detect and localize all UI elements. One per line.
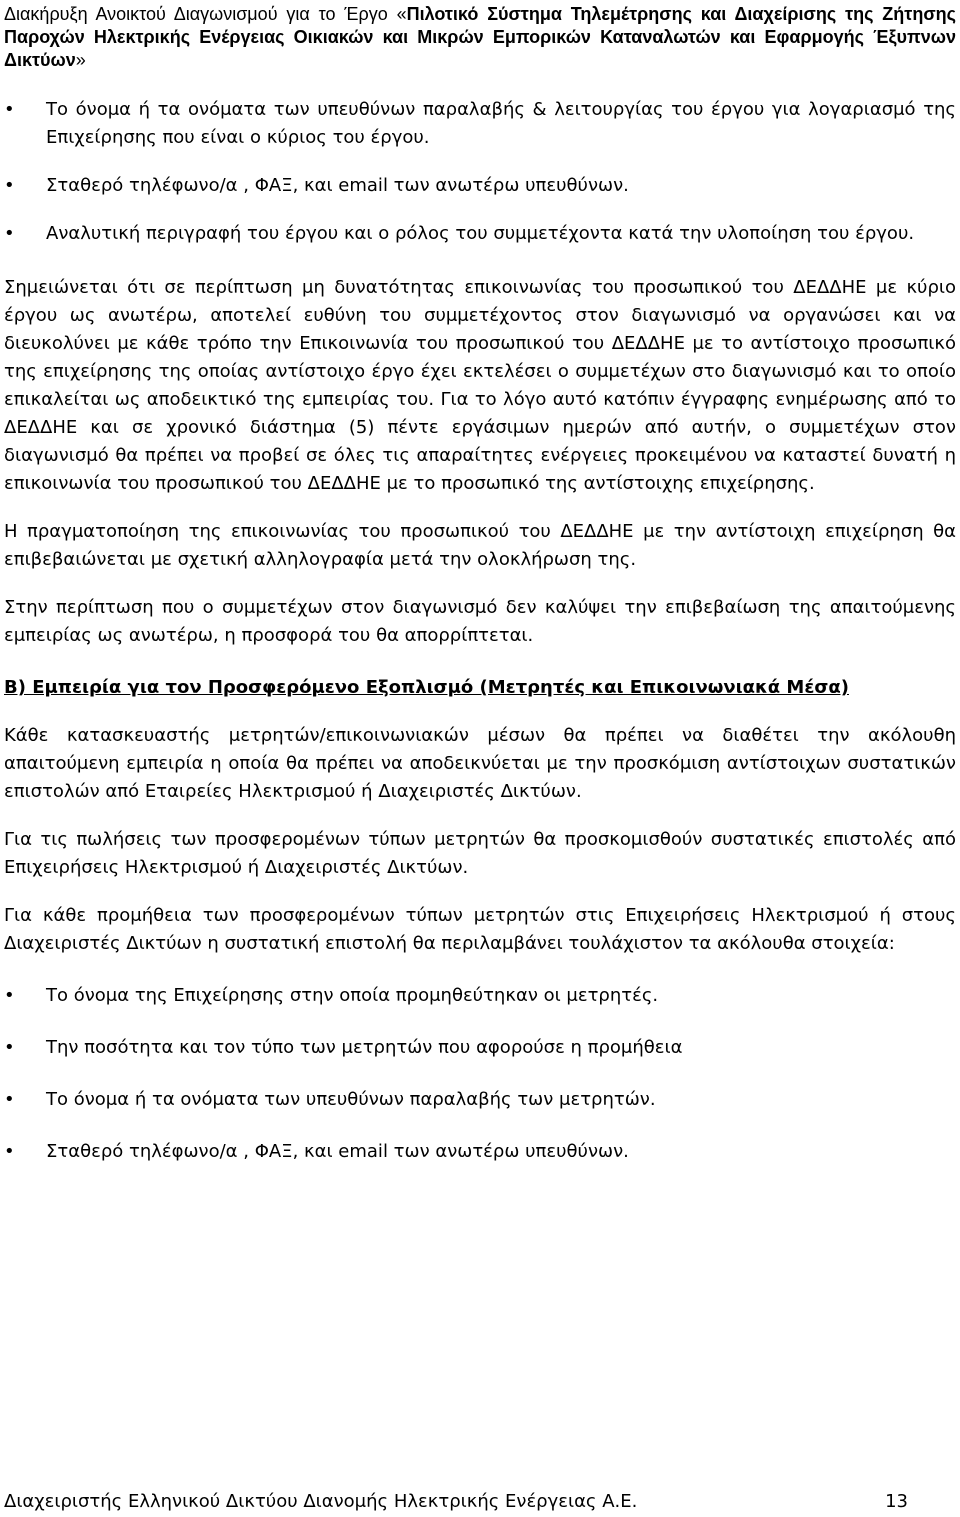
supply-info-paragraph: Για κάθε προμήθεια των προσφερομένων τύπων μετρητών στις Επιχειρήσεις Ηλεκτρισμού ή στους Διαχειριστές Δικτύων η συστατική επιστολή θα περιλαμβάνει τουλάχιστον τα ακόλουθα στοιχεία: (4, 905, 956, 954)
confirmation-paragraph: Η πραγματοποίηση της επικοινωνίας του προσωπικού του ΔΕΔΔΗΕ με την αντίστοιχη επιχείρηση θα επιβεβαιώνεται με σχετική αλληλογραφία μετά την ολοκλήρωση της. (4, 521, 956, 570)
list-item: • Σταθερό τηλέφωνο/α , ΦΑΞ, και email των ανωτέρω υπευθύνων. (4, 172, 956, 200)
header-suffix: » (75, 50, 86, 70)
list-item: • Αναλυτική περιγραφή του έργου και ο ρόλος του συμμετέχοντα κατά την υλοποίηση του έργου. (4, 220, 956, 248)
list-item: • Την ποσότητα και τον τύπο των μετρητών που αφορούσε η προμήθεια (4, 1034, 956, 1062)
list-item: • Το όνομα της Επιχείρησης στην οποία προμηθεύτηκαν οι μετρητές. (4, 982, 956, 1010)
sales-letters-paragraph: Για τις πωλήσεις των προσφερομένων τύπων μετρητών θα προσκομισθούν συστατικές επιστολές από Επιχειρήσεις Ηλεκτρισμού ή Διαχειριστές Δικτύων. (4, 829, 956, 878)
letter-contents-list (4, 982, 956, 1166)
list-item: • Το όνομα ή τα ονόματα των υπευθύνων παραλαβής των μετρητών. (4, 1086, 956, 1114)
footer-organization: Διαχειριστής Ελληνικού Δικτύου Διανομής Ηλεκτρικής Ενέργειας Α.Ε. (4, 1491, 638, 1512)
list-item: • Σταθερό τηλέφωνο/α , ΦΑΞ, και email των ανωτέρω υπευθύνων. (4, 1138, 956, 1166)
page-header (4, 3, 956, 72)
contact-requirements-list (4, 96, 956, 248)
page-content (4, 96, 956, 1166)
page-number: 13 (885, 1491, 908, 1512)
rejection-paragraph: Στην περίπτωση που ο συμμετέχων στον διαγωνισμό δεν καλύψει την επιβεβαίωση της απαιτούμενης εμπειρίας ως ανωτέρω, η προσφορά του θα απορρίπτεται. (4, 597, 956, 646)
header-prefix: Διακήρυξη Ανοικτού Διαγωνισμού για το Έργο « (4, 4, 407, 24)
list-item: • Το όνομα ή τα ονόματα των υπευθύνων παραλαβής & λειτουργίας του έργου για λογαριασμό της Επιχείρησης που είναι ο κύριος του έργου. (4, 96, 956, 152)
manufacturer-experience-paragraph: Κάθε κατασκευαστής μετρητών/επικοινωνιακών μέσων θα πρέπει να διαθέτει την ακόλουθη απαιτούμενη εμπειρία η οποία θα πρέπει να αποδεικνύεται με την προσκόμιση αντίστοιχων συστατικών επιστολών από Εταιρείες Ηλεκτρισμού ή Διαχειριστές Δικτύων. (4, 725, 956, 802)
section-b-heading: Β) Εμπειρία για τον Προσφερόμενο Εξοπλισμό (Μετρητές και Επικοινωνιακά Μέσα) (4, 677, 849, 698)
contact-note-paragraph: Σημειώνεται ότι σε περίπτωση μη δυνατότητας επικοινωνίας του προσωπικού του ΔΕΔΔΗΕ με κύριο έργου ως ανωτέρω, αποτελεί ευθύνη του συμμετέχοντος στον διαγωνισμό να οργανώσει και να διευκολύνει με κάθε τρόπο την Επικοινωνία του προσωπικού του ΔΕΔΔΗΕ με το αντίστοιχο προσωπικό της επιχείρησης της οποίας αντίστοιχο έργο έχει εκτελέσει ο συμμετέχων στο διαγωνισμό και το οποίο επικαλείται ως αποδεικτικό της εμπειρίας του. Για το λόγο αυτό κατόπιν έγγραφης ενημέρωσης από το ΔΕΔΔΗΕ και σε χρονικό διάστημα (5) πέντε εργάσιμων ημερών από αυτήν, ο συμμετέχων στον διαγωνισμό θα πρέπει να προβεί σε όλες τις απαραίτητες ενέργειες προκειμένου να καταστεί δυνατή η επικοινωνία του προσωπικού του ΔΕΔΔΗΕ με το προσωπικό της αντίστοιχης επιχείρησης. (4, 277, 956, 494)
header-project-title: Πιλοτικό Σύστημα Τηλεμέτρησης και Διαχείρισης της Ζήτησης Παροχών Ηλεκτρικής Ενέργειας Οικιακών και Μικρών Εμπορικών Καταναλωτών και Εφαρμογής Έξυπνων Δικτύων (4, 4, 956, 70)
